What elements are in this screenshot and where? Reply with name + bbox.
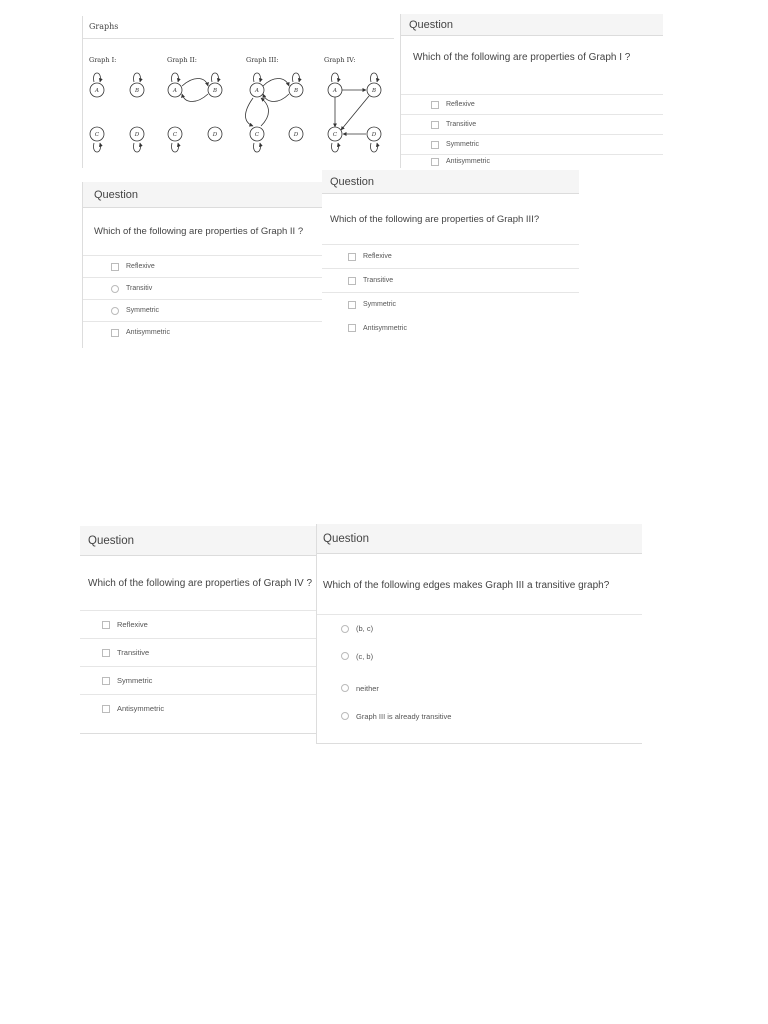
option-label: Symmetric <box>126 307 160 314</box>
g2-edge-ab <box>182 79 208 87</box>
option-label: (c, b) <box>356 651 374 661</box>
g4-label-c: C <box>332 132 338 138</box>
option-label: Symmetric <box>363 301 397 308</box>
checkbox[interactable] <box>348 301 356 309</box>
g4-label-a: A <box>333 88 337 94</box>
g2-label-b: B <box>212 88 218 94</box>
question-graph-ii <box>82 182 322 348</box>
radio[interactable] <box>341 652 349 660</box>
g4-edge-bc <box>341 96 369 130</box>
checkbox[interactable] <box>102 649 110 657</box>
option-symmetric[interactable] <box>83 299 322 321</box>
checkbox[interactable] <box>348 277 356 285</box>
checkbox[interactable] <box>431 101 439 109</box>
question-text: Which of the following are properties of Graph II ? <box>94 226 304 237</box>
g2-edge-ba <box>182 94 208 102</box>
option-label: Transitive <box>117 648 150 657</box>
option-label: Antisymmetric <box>126 329 170 336</box>
checkbox[interactable] <box>111 329 119 337</box>
option-label: Transitiv <box>126 285 153 292</box>
question-text: Which of the following edges makes Graph III a transitive graph? <box>323 580 610 591</box>
g2-label-a: A <box>173 88 177 94</box>
g3-loop-b <box>293 73 300 82</box>
option-already-transitive[interactable] <box>317 702 642 730</box>
option-neither[interactable] <box>317 674 642 702</box>
graph-label-iv: Graph IV: <box>324 56 356 64</box>
option-reflexive[interactable] <box>83 255 322 277</box>
option-label: Transitive <box>363 277 394 284</box>
g1-label-b: B <box>134 88 140 94</box>
radio[interactable] <box>341 625 349 633</box>
graphs-panel <box>82 16 394 168</box>
g1-loop-d <box>134 143 141 152</box>
g2-loop-b <box>212 73 219 82</box>
checkbox[interactable] <box>102 705 110 713</box>
g1-label-d: D <box>134 132 140 138</box>
g4-loop-b <box>371 73 378 82</box>
graphs-figure <box>83 16 395 168</box>
g4-loop-c <box>332 143 339 152</box>
option-label: neither <box>356 683 379 693</box>
option-transitiv[interactable] <box>83 277 322 299</box>
g3-label-c: C <box>254 132 260 138</box>
question-text: Which of the following are properties of Graph I ? <box>413 52 631 63</box>
option-label: Reflexive <box>117 620 148 629</box>
graphs-title: Graphs <box>89 22 119 31</box>
checkbox[interactable] <box>102 677 110 685</box>
g4-loop-d <box>371 143 378 152</box>
option-label: Symmetric <box>117 676 153 685</box>
option-transitive[interactable] <box>322 268 579 292</box>
option-label: Symmetric <box>446 141 480 148</box>
question-graph-iv <box>80 526 316 734</box>
checkbox[interactable] <box>102 621 110 629</box>
question-header: Question <box>401 14 663 36</box>
option-reflexive[interactable] <box>401 94 663 114</box>
g3-label-b: B <box>293 88 299 94</box>
option-antisymmetric[interactable] <box>401 154 663 168</box>
g3-label-a: A <box>255 88 259 94</box>
g3-edge-ac <box>246 98 254 126</box>
g4-label-d: D <box>371 132 377 138</box>
g1-loop-c <box>94 143 101 152</box>
option-label: (b, c) <box>356 624 374 633</box>
question-text: Which of the following are properties of Graph IV ? <box>88 578 313 589</box>
g3-edge-ca <box>261 98 269 126</box>
question-graph-iii <box>322 170 579 342</box>
option-label: Graph III is already transitive <box>356 711 452 721</box>
question-header: Question <box>317 524 642 554</box>
option-symmetric[interactable] <box>401 134 663 154</box>
option-symmetric[interactable] <box>322 292 579 316</box>
g1-loop-a <box>94 73 101 82</box>
g3-edge-ba <box>263 94 289 102</box>
checkbox[interactable] <box>348 324 356 332</box>
option-reflexive[interactable] <box>322 244 579 268</box>
option-label: Transitive <box>446 121 477 128</box>
g3-loop-a <box>254 73 261 82</box>
checkbox[interactable] <box>431 121 439 129</box>
option-symmetric[interactable] <box>80 666 316 694</box>
graph-label-iii: Graph III: <box>246 56 279 64</box>
question-header: Question <box>83 182 322 208</box>
question-transitive-edge <box>316 524 642 744</box>
option-label: Antisymmetric <box>446 158 490 165</box>
question-header: Question <box>80 526 316 556</box>
option-label: Antisymmetric <box>363 324 407 332</box>
checkbox[interactable] <box>348 253 356 261</box>
option-transitive[interactable] <box>401 114 663 134</box>
checkbox[interactable] <box>431 141 439 149</box>
question-graph-i <box>400 14 663 168</box>
option-b-c[interactable] <box>317 614 642 642</box>
option-label: Reflexive <box>446 101 475 108</box>
option-label: Reflexive <box>363 253 392 260</box>
graph-label-ii: Graph II: <box>167 56 197 64</box>
g3-loop-c <box>254 143 261 152</box>
question-header: Question <box>322 170 579 194</box>
g1-loop-b <box>134 73 141 82</box>
option-reflexive[interactable] <box>80 610 316 638</box>
g3-label-d: D <box>293 132 299 138</box>
g4-loop-a <box>332 73 339 82</box>
g3-edge-ab <box>263 79 289 87</box>
radio[interactable] <box>111 307 119 315</box>
option-label: Antisymmetric <box>117 704 165 713</box>
option-c-b[interactable] <box>317 642 642 670</box>
option-antisymmetric[interactable] <box>83 321 322 343</box>
option-antisymmetric[interactable] <box>80 694 316 722</box>
g1-label-c: C <box>94 132 100 138</box>
graph-label-i: Graph I: <box>89 56 117 64</box>
checkbox[interactable] <box>111 263 119 271</box>
g1-label-a: A <box>95 88 99 94</box>
question-text: Which of the following are properties of Graph III? <box>330 214 540 225</box>
radio[interactable] <box>341 712 349 720</box>
option-label: Reflexive <box>126 263 155 270</box>
g4-label-b: B <box>371 88 377 94</box>
option-transitive[interactable] <box>80 638 316 666</box>
g2-loop-a <box>172 73 179 82</box>
checkbox[interactable] <box>431 158 439 166</box>
radio[interactable] <box>111 285 119 293</box>
g2-loop-c <box>172 143 179 152</box>
radio[interactable] <box>341 684 349 692</box>
option-antisymmetric[interactable] <box>322 316 579 340</box>
g2-label-c: C <box>172 132 178 138</box>
g2-label-d: D <box>212 132 218 138</box>
